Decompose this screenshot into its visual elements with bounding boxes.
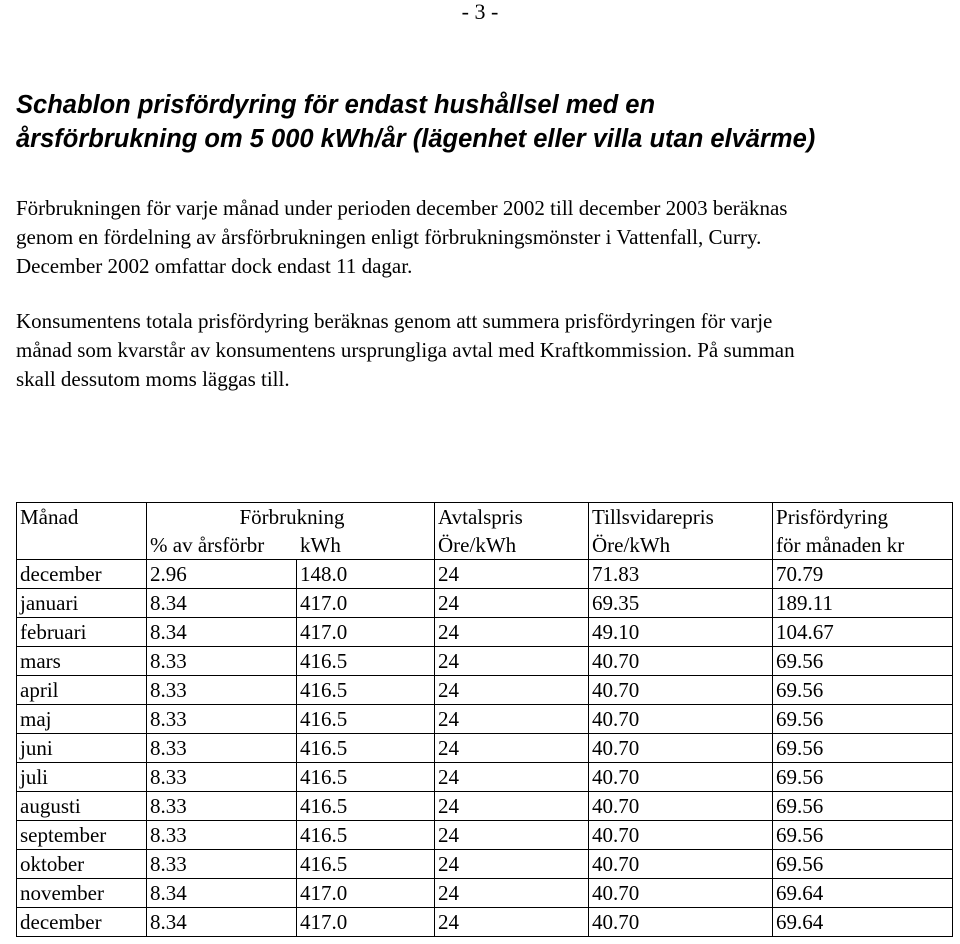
table-row [17,850,953,879]
cell-spot-price: 40.70 [589,850,773,879]
table-row [17,705,953,734]
cell-price-increase: 69.56 [773,821,953,850]
header-price-increase: Prisfördyring för månaden kr [773,503,953,560]
cell-contract-price: 24 [435,792,589,821]
cell-spot-price: 49.10 [589,618,773,647]
cell-consumption-kwh: 417.0 [297,908,435,937]
cell-consumption-pct: 2.96 [147,560,297,589]
document-heading [16,88,946,156]
cell-price-increase: 69.64 [773,908,953,937]
table-row [17,589,953,618]
header-consumption-pct: % av årsförbr [150,533,265,557]
paragraph-line: skall dessutom moms läggas till. [16,367,290,391]
cell-consumption-pct: 8.33 [147,821,297,850]
table-row [17,647,953,676]
paragraph-line: Konsumentens totala prisfördyring beräknas genom att summera prisfördyringen för varje [16,309,773,333]
table-row [17,618,953,647]
cell-month: september [17,821,147,850]
cell-spot-price: 40.70 [589,734,773,763]
cell-month: oktober [17,850,147,879]
cell-consumption-kwh: 417.0 [297,589,435,618]
cell-price-increase: 69.56 [773,647,953,676]
table-header-row [17,503,953,560]
cell-consumption-kwh: 148.0 [297,560,435,589]
cell-price-increase: 69.56 [773,792,953,821]
cell-price-increase: 69.56 [773,850,953,879]
cell-price-increase: 69.56 [773,705,953,734]
paragraph-line: December 2002 omfattar dock endast 11 dagar. [16,254,413,278]
cell-consumption-kwh: 416.5 [297,734,435,763]
cell-consumption-kwh: 416.5 [297,705,435,734]
cell-spot-price: 71.83 [589,560,773,589]
cell-contract-price: 24 [435,908,589,937]
cell-spot-price: 40.70 [589,705,773,734]
cell-contract-price: 24 [435,734,589,763]
header-contract-price: Avtalspris Öre/kWh [435,503,589,560]
cell-month: april [17,676,147,705]
cell-consumption-pct: 8.33 [147,734,297,763]
cell-consumption-pct: 8.33 [147,647,297,676]
header-consumption-label: Förbrukning [239,505,345,529]
cell-spot-price: 40.70 [589,792,773,821]
cell-contract-price: 24 [435,560,589,589]
paragraph-line: månad som kvarstår av konsumentens ursprungliga avtal med Kraftkommission. På summan [16,338,795,362]
price-increase-table [16,502,953,937]
paragraph-line: genom en fördelning av årsförbrukningen enligt förbrukningsmönster i Vattenfall, Curry. [16,225,762,249]
cell-spot-price: 40.70 [589,908,773,937]
cell-month: februari [17,618,147,647]
cell-price-increase: 104.67 [773,618,953,647]
table-row [17,676,953,705]
table-row [17,792,953,821]
cell-consumption-kwh: 417.0 [297,618,435,647]
table-row [17,734,953,763]
cell-consumption-kwh: 416.5 [297,763,435,792]
cell-month: november [17,879,147,908]
cell-month: augusti [17,792,147,821]
cell-contract-price: 24 [435,589,589,618]
cell-consumption-pct: 8.33 [147,763,297,792]
cell-month: juni [17,734,147,763]
table-row [17,879,953,908]
table-row [17,908,953,937]
cell-spot-price: 40.70 [589,879,773,908]
heading-line-1: Schablon prisfördyring för endast hushållsel med en [16,91,656,119]
cell-consumption-kwh: 416.5 [297,821,435,850]
table-row [17,763,953,792]
cell-contract-price: 24 [435,705,589,734]
cell-month: maj [17,705,147,734]
cell-price-increase: 69.56 [773,734,953,763]
table-row [17,821,953,850]
cell-consumption-kwh: 416.5 [297,792,435,821]
cell-month: december [17,560,147,589]
cell-consumption-pct: 8.34 [147,879,297,908]
cell-consumption-pct: 8.34 [147,589,297,618]
cell-contract-price: 24 [435,763,589,792]
header-consumption [147,503,435,560]
cell-consumption-pct: 8.33 [147,792,297,821]
cell-consumption-kwh: 416.5 [297,647,435,676]
cell-consumption-pct: 8.33 [147,705,297,734]
cell-spot-price: 40.70 [589,647,773,676]
cell-contract-price: 24 [435,618,589,647]
cell-contract-price: 24 [435,647,589,676]
page-number: - 3 - [461,0,499,24]
cell-month: mars [17,647,147,676]
cell-price-increase: 69.56 [773,763,953,792]
cell-contract-price: 24 [435,821,589,850]
cell-spot-price: 40.70 [589,763,773,792]
table-row [17,560,953,589]
consumption-paragraph [16,194,946,281]
cell-spot-price: 69.35 [589,589,773,618]
cell-spot-price: 40.70 [589,821,773,850]
cell-consumption-pct: 8.34 [147,908,297,937]
header-contract-price-unit: Öre/kWh [438,533,517,557]
cell-month: juli [17,763,147,792]
header-consumption-kwh: kWh [300,533,341,557]
paragraph-line: Förbrukningen för varje månad under perioden december 2002 till december 2003 beräknas [16,196,788,220]
cell-contract-price: 24 [435,879,589,908]
header-spot-price-unit: Öre/kWh [592,533,671,557]
calculation-paragraph [16,307,946,394]
heading-line-2: årsförbrukning om 5 000 kWh/år (lägenhet eller villa utan elvärme) [16,125,816,153]
cell-consumption-kwh: 416.5 [297,850,435,879]
cell-price-increase: 69.64 [773,879,953,908]
cell-month: januari [17,589,147,618]
cell-consumption-pct: 8.33 [147,850,297,879]
cell-price-increase: 189.11 [773,589,953,618]
cell-consumption-pct: 8.33 [147,676,297,705]
cell-contract-price: 24 [435,850,589,879]
cell-spot-price: 40.70 [589,676,773,705]
header-month: Månad [17,503,147,560]
cell-consumption-kwh: 417.0 [297,879,435,908]
cell-price-increase: 69.56 [773,676,953,705]
cell-contract-price: 24 [435,676,589,705]
cell-consumption-kwh: 416.5 [297,676,435,705]
cell-consumption-pct: 8.34 [147,618,297,647]
header-spot-price: Tillsvidarepris Öre/kWh [589,503,773,560]
cell-price-increase: 70.79 [773,560,953,589]
header-price-increase-unit: för månaden kr [776,533,905,557]
cell-month: december [17,908,147,937]
